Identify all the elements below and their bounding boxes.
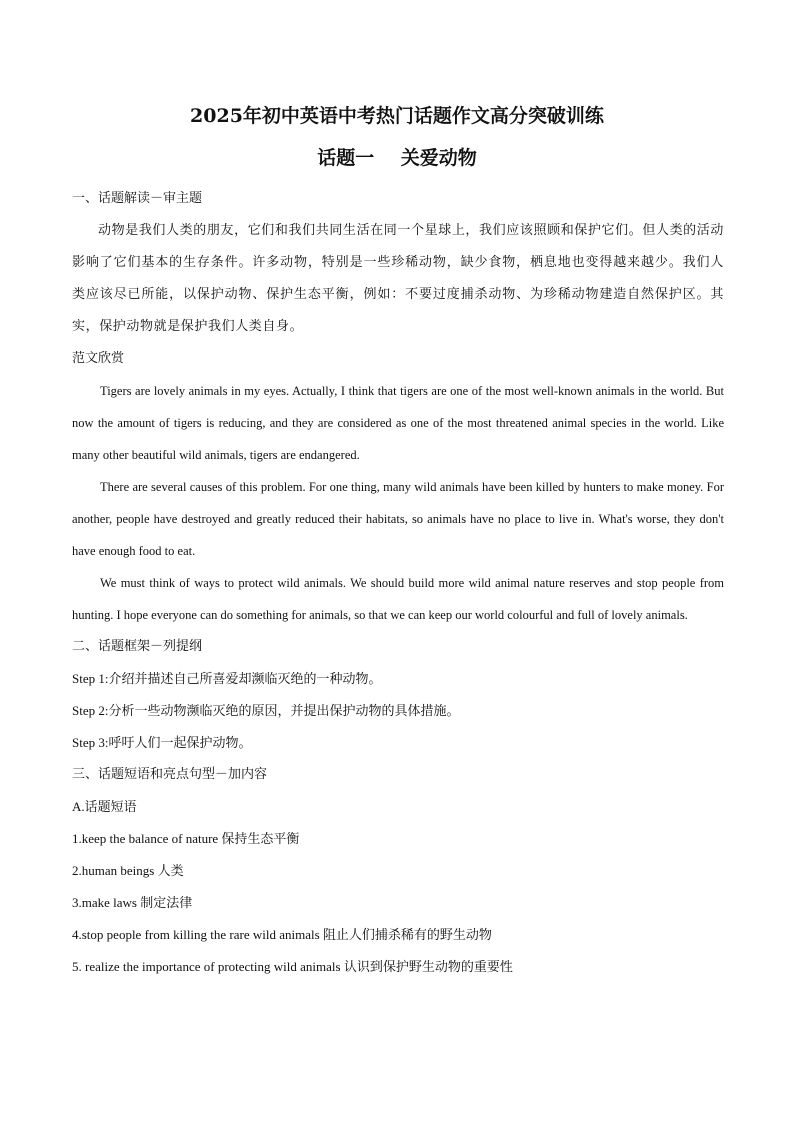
sample-essay-paragraph-1: Tigers are lovely animals in my eyes. Actually, I think that tigers are one of the most well-known animals in the world. But now the amount of tigers is reducing, and they are considered as one of the most threatened animal species in the world. Like many other beautiful wild animals, tigers are endangered.	[72, 384, 724, 462]
phrase-item-4: 4.stop people from killing the rare wild animals 阻止人们捕杀稀有的野生动物	[72, 927, 492, 942]
outline-step-1: Step 1:介绍并描述自己所喜爱却濒临灭绝的一种动物。	[72, 671, 382, 686]
sample-essay-paragraph-2: There are several causes of this problem. For one thing, many wild animals have been killed by hunters to make money. For another, people have destroyed and greatly reduced their habitats, so animals have no place to live in. What's worse, they don't have enough food to eat.	[72, 480, 724, 558]
sample-essay-heading: 范文欣赏	[72, 351, 125, 366]
outline-step-2: Step 2:分析一些动物濒临灭绝的原因，并提出保护动物的具体措施。	[72, 703, 460, 718]
topic-subtitle: 话题一 关爱动物	[317, 147, 477, 169]
document-body	[72, 183, 724, 983]
topic-interpretation-paragraph: 动物是我们人类的朋友，它们和我们共同生活在同一个星球上，我们应该照顾和保护它们。但人类的活动影响了它们基本的生存条件。许多动物，特别是一些珍稀动物，缺少食物，栖息地也变得越来越少。我们人类应该尽已所能，以保护动物、保护生态平衡，例如：不要过度捕杀动物、为珍稀动物建造自然保护区。其实，保护动物就是保护我们人类自身。	[72, 223, 724, 334]
section-heading-topic-interpretation: 一、话题解读－审主题	[72, 191, 203, 206]
phrase-item-1: 1.keep the balance of nature 保持生态平衡	[72, 831, 300, 846]
document-title: 2025年初中英语中考热门话题作文高分突破训练	[190, 105, 604, 127]
section-heading-phrases-sentences: 三、话题短语和亮点句型－加内容	[72, 767, 268, 782]
phrase-item-3: 3.make laws 制定法律	[72, 895, 193, 910]
sample-essay-paragraph-3: We must think of ways to protect wild animals. We should build more wild animal nature reserves and stop people from hunting. I hope everyone can do something for animals, so that we can keep our world colourful and full of lovely animals.	[72, 576, 724, 622]
section-heading-topic-framework: 二、话题框架－列提纲	[72, 639, 203, 654]
subsection-heading-topic-phrases: A.话题短语	[72, 799, 137, 814]
outline-step-3: Step 3:呼吁人们一起保护动物。	[72, 735, 252, 750]
phrase-item-5: 5. realize the importance of protecting wild animals 认识到保护野生动物的重要性	[72, 959, 513, 974]
phrase-item-2: 2.human beings 人类	[72, 863, 184, 878]
